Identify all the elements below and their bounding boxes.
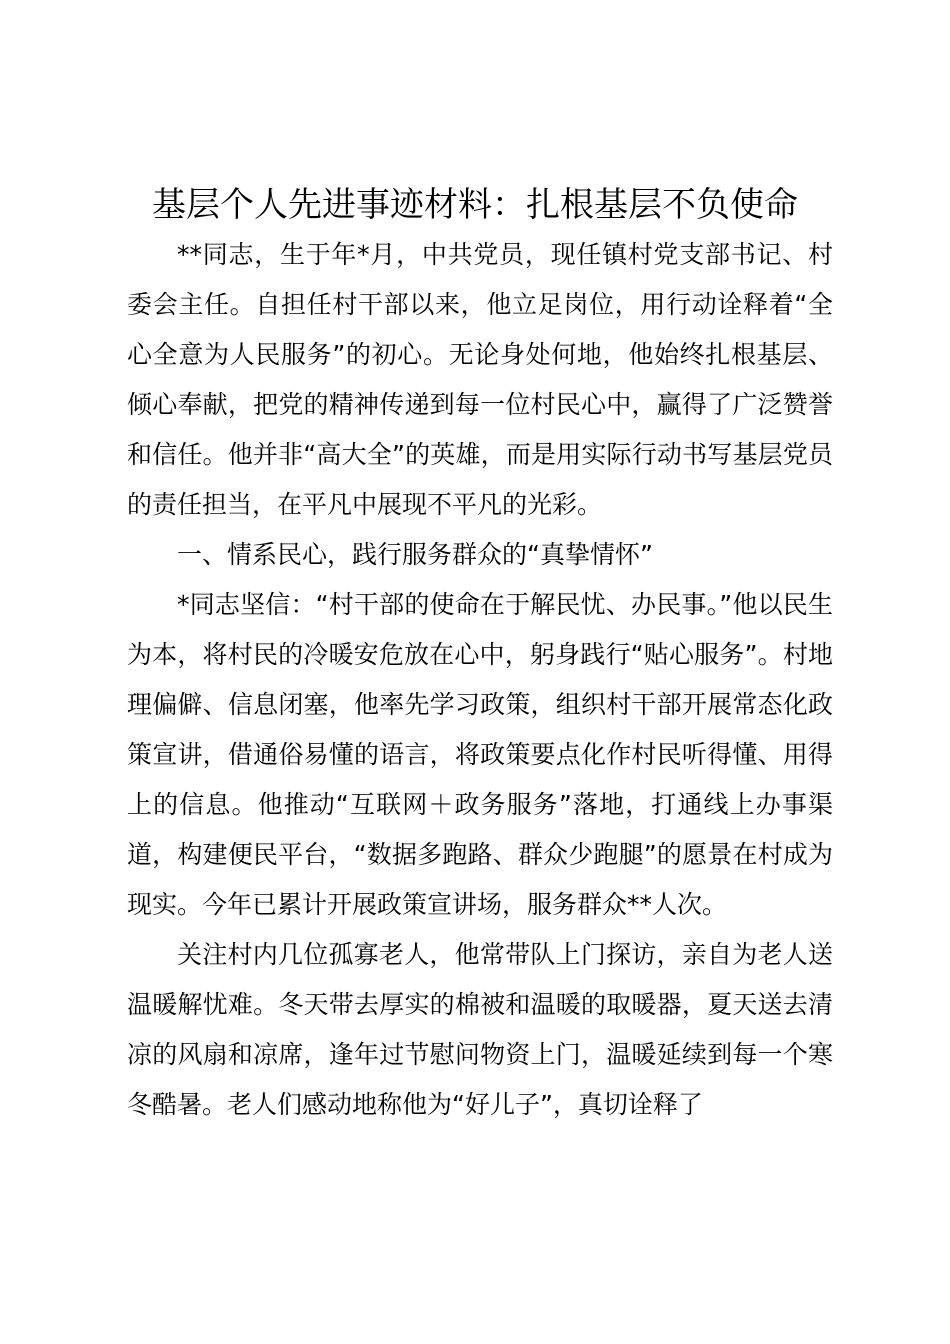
document-title: 基层个人先进事迹材料：扎根基层不负使命 — [152, 185, 798, 225]
paragraph-service: *同志坚信：“村干部的使命在于解民忧、办民事。”他以民生为本，将村民的冷暖安危放在心中，躬身践行“贴心服务”。村地理偏僻、信息闭塞，他率先学习政策，组织村干部开展常态化政策宣讲，借通俗易懂的语言，将政策要点化作村民听得懂、用得上的信息。他推动“互联网＋政务服务”落地，打通线上办事渠道，构建便民平台，“数据多跑路、群众少跑腿”的愿景在村成为现实。今年已累计开展政策宣讲场，服务群众**人次。 — [127, 590, 833, 919]
section-heading-1: 一、情系民心，践行服务群众的“真挚情怀” — [177, 540, 653, 569]
paragraph-elderly: 关注村内几位孤寡老人，他常带队上门探访，亲自为老人送温暖解忧难。冬天带去厚实的棉被和温暖的取暖器，夏天送去清凉的风扇和凉席，逢年过节慰问物资上门，温暖延续到每一个寒冬酷暑。老人们感动地称他为“好儿子”，真切诠释了 — [127, 940, 833, 1119]
document-body — [127, 230, 833, 1130]
paragraph-intro: **同志，生于年*月，中共党员，现任镇村党支部书记、村委会主任。自担任村干部以来，他立足岗位，用行动诠释着“全心全意为人民服务”的初心。无论身处何地，他始终扎根基层、倾心奉献，把党的精神传递到每一位村民心中，赢得了广泛赞誉和信任。他并非“高大全”的英雄，而是用实际行动书写基层党员的责任担当，在平凡中展现不平凡的光彩。 — [127, 240, 833, 519]
